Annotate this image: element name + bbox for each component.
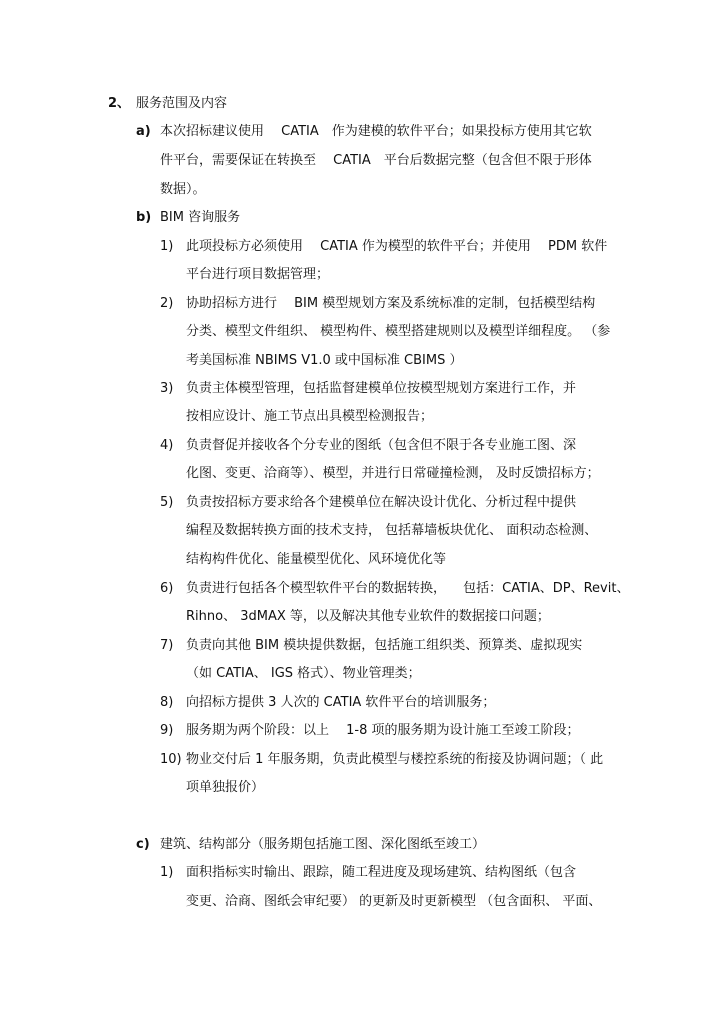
b-item-1-number: 1)	[160, 239, 174, 254]
item-a-marker: a)	[136, 124, 151, 139]
b-item-3-line-1: 负责主体模型管理，包括监督建模单位按模型规划方案进行工作，并	[186, 381, 577, 396]
b-item-6-number: 6)	[160, 581, 174, 596]
b-item-7-line-2: （如 CATIA、 IGS 格式）、物业管理类；	[186, 666, 421, 681]
section-number: 2、	[108, 96, 131, 111]
b-item-6-line-1: 负责进行包括各个模型软件平台的数据转换， 包括：CATIA、DP、Revit、	[186, 581, 630, 596]
item-b-marker: b)	[136, 210, 152, 225]
item-a-line-3: 数据）。	[160, 182, 206, 197]
b-item-9-number: 9)	[160, 723, 174, 738]
b-item-2-line-3: 考美国标准 NBIMS V1.0 或中国标准 CBIMS ）	[186, 353, 463, 368]
c-item-1-line-1: 面积指标实时输出、跟踪，随工程进度及现场建筑、结构图纸（包含	[186, 865, 577, 880]
b-item-4-number: 4)	[160, 438, 174, 453]
c-item-1-number: 1)	[160, 865, 174, 880]
b-item-8-number: 8)	[160, 695, 174, 710]
b-item-5-number: 5)	[160, 495, 174, 510]
b-item-2-number: 2)	[160, 296, 174, 311]
b-item-3-number: 3)	[160, 381, 174, 396]
section-title: 服务范围及内容	[136, 96, 228, 111]
b-item-5-line-3: 结构构件优化、能量模型优化、风环境优化等	[186, 552, 447, 567]
b-item-10-line-1: 物业交付后 1 年服务期，负责此模型与楼控系统的衔接及协调问题；（ 此	[186, 752, 604, 767]
b-item-4-line-2: 化图、变更、洽商等）、模型，并进行日常碰撞检测， 及时反馈招标方；	[186, 466, 600, 481]
item-b-title: BIM 咨询服务	[160, 210, 241, 225]
item-c-marker: c)	[136, 837, 150, 852]
b-item-7-number: 7)	[160, 638, 174, 653]
b-item-1-line-2: 平台进行项目数据管理；	[186, 267, 330, 282]
b-item-5-line-1: 负责按招标方要求给各个建模单位在解决设计优化、分析过程中提供	[186, 495, 577, 510]
item-a-line-2: 件平台，需要保证在转换至 CATIA 平台后数据完整（包含但不限于形体	[160, 153, 592, 168]
b-item-10-number: 10)	[160, 752, 182, 767]
b-item-5-line-2: 编程及数据转换方面的技术支持， 包括幕墙板块优化、 面积动态检测、	[186, 523, 598, 538]
b-item-10-line-2: 项单独报价）	[186, 780, 265, 795]
b-item-7-line-1: 负责向其他 BIM 模块提供数据，包括施工组织类、预算类、虚拟现实	[186, 638, 583, 653]
c-item-1-line-2: 变更、洽商、图纸会审纪要） 的更新及时更新模型 （包含面积、 平面、	[186, 894, 602, 909]
b-item-9-line-1: 服务期为两个阶段：以上 1-8 项的服务期为设计施工至竣工阶段；	[186, 723, 580, 738]
b-item-2-line-2: 分类、模型文件组织、 模型构件、模型搭建规则以及模型详细程度。 （参	[186, 324, 611, 339]
b-item-8-line-1: 向招标方提供 3 人次的 CATIA 软件平台的培训服务；	[186, 695, 496, 710]
b-item-4-line-1: 负责督促并接收各个分专业的图纸（包含但不限于各专业施工图、深	[186, 438, 577, 453]
b-item-6-line-2: Rihno、 3dMAX 等，以及解决其他专业软件的数据接口问题；	[186, 609, 550, 624]
item-a-line-1: 本次招标建议使用 CATIA 作为建模的软件平台；如果投标方使用其它软	[160, 124, 592, 139]
item-c-title: 建筑、结构部分（服务期包括施工图、深化图纸至竣工）	[160, 837, 486, 852]
b-item-3-line-2: 按相应设计、施工节点出具模型检测报告；	[186, 409, 434, 424]
b-item-1-line-1: 此项投标方必须使用 CATIA 作为模型的软件平台；并使用 PDM 软件	[186, 239, 608, 254]
b-item-2-line-1: 协助招标方进行 BIM 模型规划方案及系统标准的定制，包括模型结构	[186, 296, 596, 311]
